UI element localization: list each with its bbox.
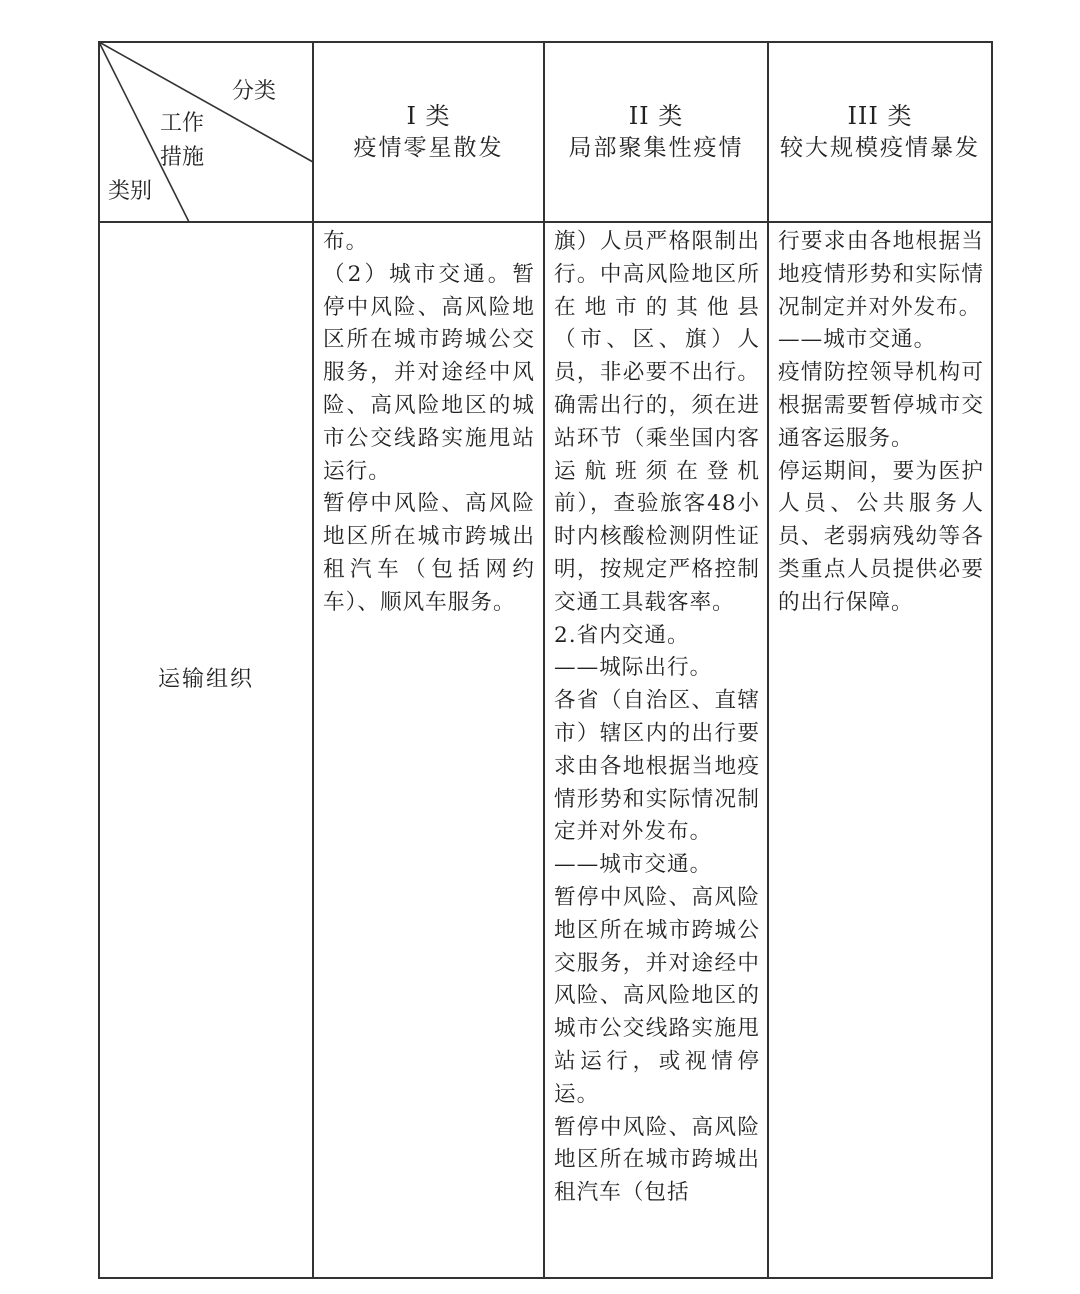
cell-class-1: 布。 （2）城市交通。暂停中风险、高风险地区所在城市跨城公交服务，并对途经中风险、高风险地区的城市公交线路实施甩站运行。 暂停中风险、高风险地区所在城市跨城出租汽车（包括网约车）、顺风车服务。 xyxy=(323,229,535,615)
corner-label-measures: 措施 xyxy=(160,145,205,170)
corner-label-category: 分类 xyxy=(232,79,277,104)
column-class-2: II 类 xyxy=(628,102,684,130)
corner-label-type: 类别 xyxy=(108,179,153,204)
column-header-1 xyxy=(314,100,543,164)
table-border-right xyxy=(991,41,993,1279)
row-label: 运输组织 xyxy=(157,667,254,692)
cell-class-3: 行要求由各地根据当地疫情形势和实际情况制定并对外发布。 ——城市交通。 疫情防控领导机构可根据需要暂停城市交通客运服务。 停运期间，要为医护人员、公共服务人员、老弱病残幼等各类重点人员提供必要的出行保障。 xyxy=(778,229,984,615)
column-desc-3: 较大规模疫情暴发 xyxy=(780,135,980,161)
column-class-3: III 类 xyxy=(847,102,913,130)
column-desc-2: 局部聚集性疫情 xyxy=(568,135,744,161)
cell-class-2: 旗）人员严格限制出行。中高风险地区所在地市的其他县（市、区、旗）人员，非必要不出行。确需出行的，须在进站环节（乘坐国内客运航班须在登机前），查验旅客48小时内核酸检测阴性证明，按规定严格控制交通工具载客率。 2.省内交通。 ——城际出行。 各省（自治区、直辖市）辖区内的出行要求由各地根据当地疫情形势和实际情况制定并对外发布。 ——城市交通。 暂停中风险、高风险地区所在城市跨城公交服务，并对途经中风险、高风险地区的城市公交线路实施甩站运行，或视情停运。 暂停中风险、高风险地区所在城市跨城出租汽车（包括 xyxy=(554,229,760,1206)
corner-label-work: 工作 xyxy=(160,111,205,136)
column-class-1: I 类 xyxy=(406,102,451,130)
table-divider-2 xyxy=(543,41,545,1279)
column-header-3 xyxy=(769,100,991,164)
table-border-left xyxy=(98,41,100,1279)
table-divider-1 xyxy=(312,41,314,1279)
column-desc-1: 疫情零星散发 xyxy=(353,135,504,161)
column-header-2 xyxy=(545,100,767,164)
table-divider-3 xyxy=(767,41,769,1279)
table-border-bottom xyxy=(98,1277,993,1279)
